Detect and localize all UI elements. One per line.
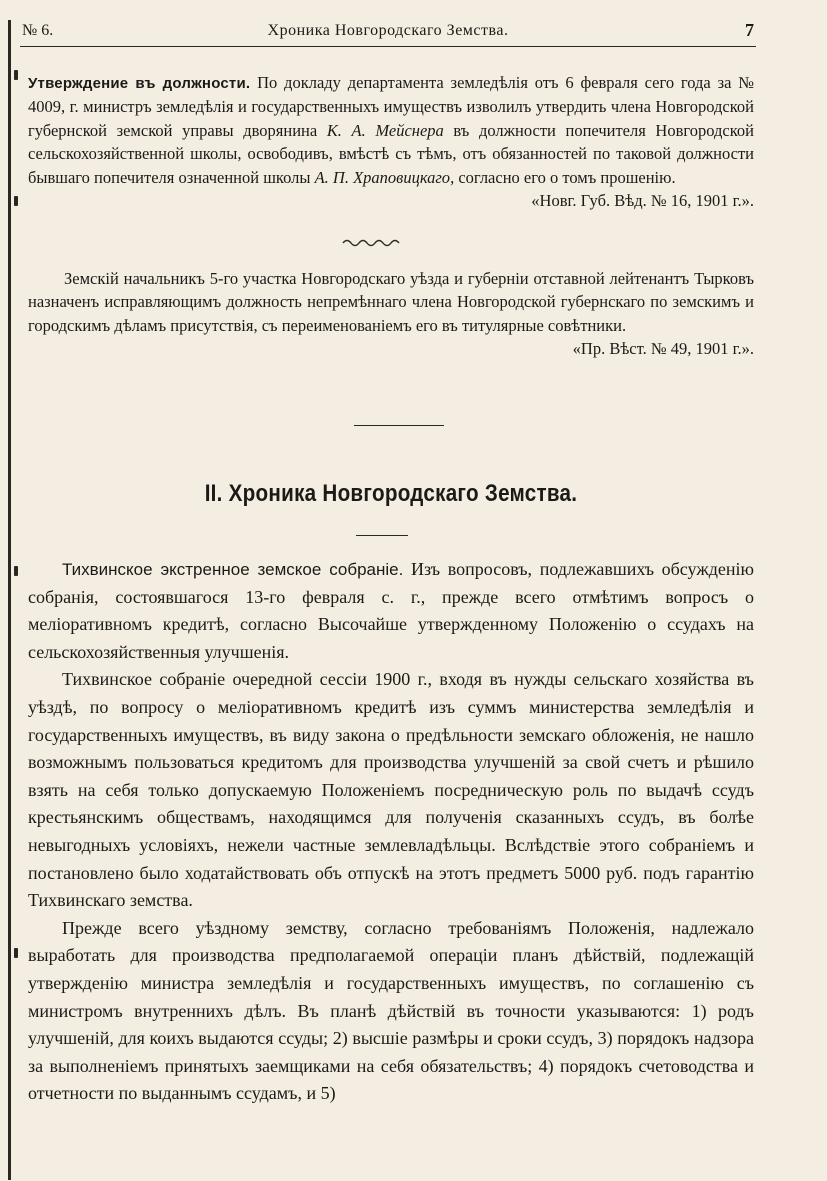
- margin-mark: [14, 948, 18, 958]
- notice-paragraph: [28, 267, 754, 361]
- ornamental-divider: [341, 236, 405, 250]
- chapter-body: [28, 556, 754, 1108]
- heading-rule: [356, 535, 408, 536]
- person-name: К. А. Мейснера: [326, 120, 444, 140]
- person-name: А. П. Храповицкаго: [314, 167, 451, 187]
- notice-text: въ должности попечителя Новгородской сельскохозяйственной школы, освободивъ, вмѣстѣ съ тѣмъ, отъ обязанностей по таковой должности бывшаго попечителя означенной школы: [28, 120, 754, 187]
- chapter-heading: II. Хроника Новгородскаго Земства.: [204, 480, 578, 507]
- run-in-heading: Утверждение въ должности.: [28, 75, 251, 92]
- notice-appointment: [28, 71, 754, 212]
- margin-mark: [14, 70, 18, 80]
- page-number: 7: [745, 20, 754, 40]
- page-binding-edge: [8, 20, 11, 1180]
- issue-number: № 6.: [22, 22, 54, 39]
- running-header: [18, 18, 758, 44]
- margin-mark: [14, 566, 18, 576]
- body-paragraph: Тихвинское собраніе очередной сессіи 1900 г., входя въ нужды сельскаго хозяйства въ уѣздѣ, по вопросу о меліоративномъ кредитѣ изъ суммъ министерства земледѣлія и государственныхъ имуществъ, въ виду закона о предѣльности земскаго обложенія, не нашло возможнымъ пользоваться кредитомъ для производства улучшеній за свой счетъ и рѣшило взять на себя только допускаемую Положеніемъ посредническую роль по выдачѣ ссудъ крестьянскимъ обществамъ, находящимся для полученія сказанныхъ ссудъ, въ болѣе невыгодныхъ условіяхъ, нежели частные землевладѣльцы. Вслѣдствіе этого собраніемъ и постановлено было ходатайствовать объ отпускѣ на этотъ предметъ 5000 руб. подъ гарантію Тихвинскаго земства.: [28, 669, 754, 911]
- notice-text: По докладу департамента земледѣлія отъ 6 февраля сего года за № 4009, г. министръ земледѣлія и государственныхъ имуществъ изволилъ утвердить члена Новгородской губернской земской управы дворянина: [28, 73, 754, 140]
- notice-paragraph: [28, 71, 754, 212]
- body-paragraph: [28, 556, 754, 666]
- running-title: Хроника Новгородскаго Земства.: [267, 22, 509, 39]
- source-citation: «Новг. Губ. Вѣд. № 16, 1901 г.».: [531, 191, 754, 211]
- notice-text: , согласно его о томъ прошенію.: [450, 167, 676, 187]
- paragraph-text: Изъ вопросовъ, подлежавшихъ обсужденію собранія, состоявшагося 13-го февраля с. г., прежде всего отмѣтимъ вопросъ о меліоративномъ кредитѣ, согласно Высочайше утвержденному Положенію о ссудахъ на сельскохозяйственныя улучшенія.: [28, 559, 754, 662]
- header-rule: [20, 46, 756, 47]
- margin-mark: [14, 196, 18, 206]
- source-citation: «Пр. Вѣст. № 49, 1901 г.».: [572, 339, 754, 359]
- notice-text: Земскій начальникъ 5-го участка Новгородскаго уѣзда и губерніи отставной лейтенантъ Тырковъ назначенъ исправляющимъ должность непремѣннаго члена Новгородской губернскаго по земскимъ и городскимъ дѣламъ присутствія, съ переименованіемъ его въ титулярные совѣтники.: [28, 269, 754, 335]
- body-paragraph: Прежде всего уѣздному земству, согласно требованіямъ Положенія, надлежало выработать для производства предполагаемой операціи планъ дѣйствій, подлежащій утвержденію министра земледѣлія и государственныхъ имуществъ, по соглашенію съ министромъ внутреннихъ дѣлъ. Въ планѣ дѣйствій въ точности указываются: 1) родъ улучшеній, для коихъ выдаются ссуды; 2) высшіе размѣры и сроки ссудъ, 3) порядокъ надзора за выполненіемъ принятыхъ заемщиками на себя обязательствъ; 4) порядокъ счетоводства и отчетности по выданнымъ ссудамъ, и 5): [28, 917, 754, 1104]
- notice-zemstvo-chief: [28, 267, 754, 361]
- run-in-heading: Тихвинское экстренное земское собраніе.: [62, 560, 404, 579]
- section-divider: [354, 425, 444, 426]
